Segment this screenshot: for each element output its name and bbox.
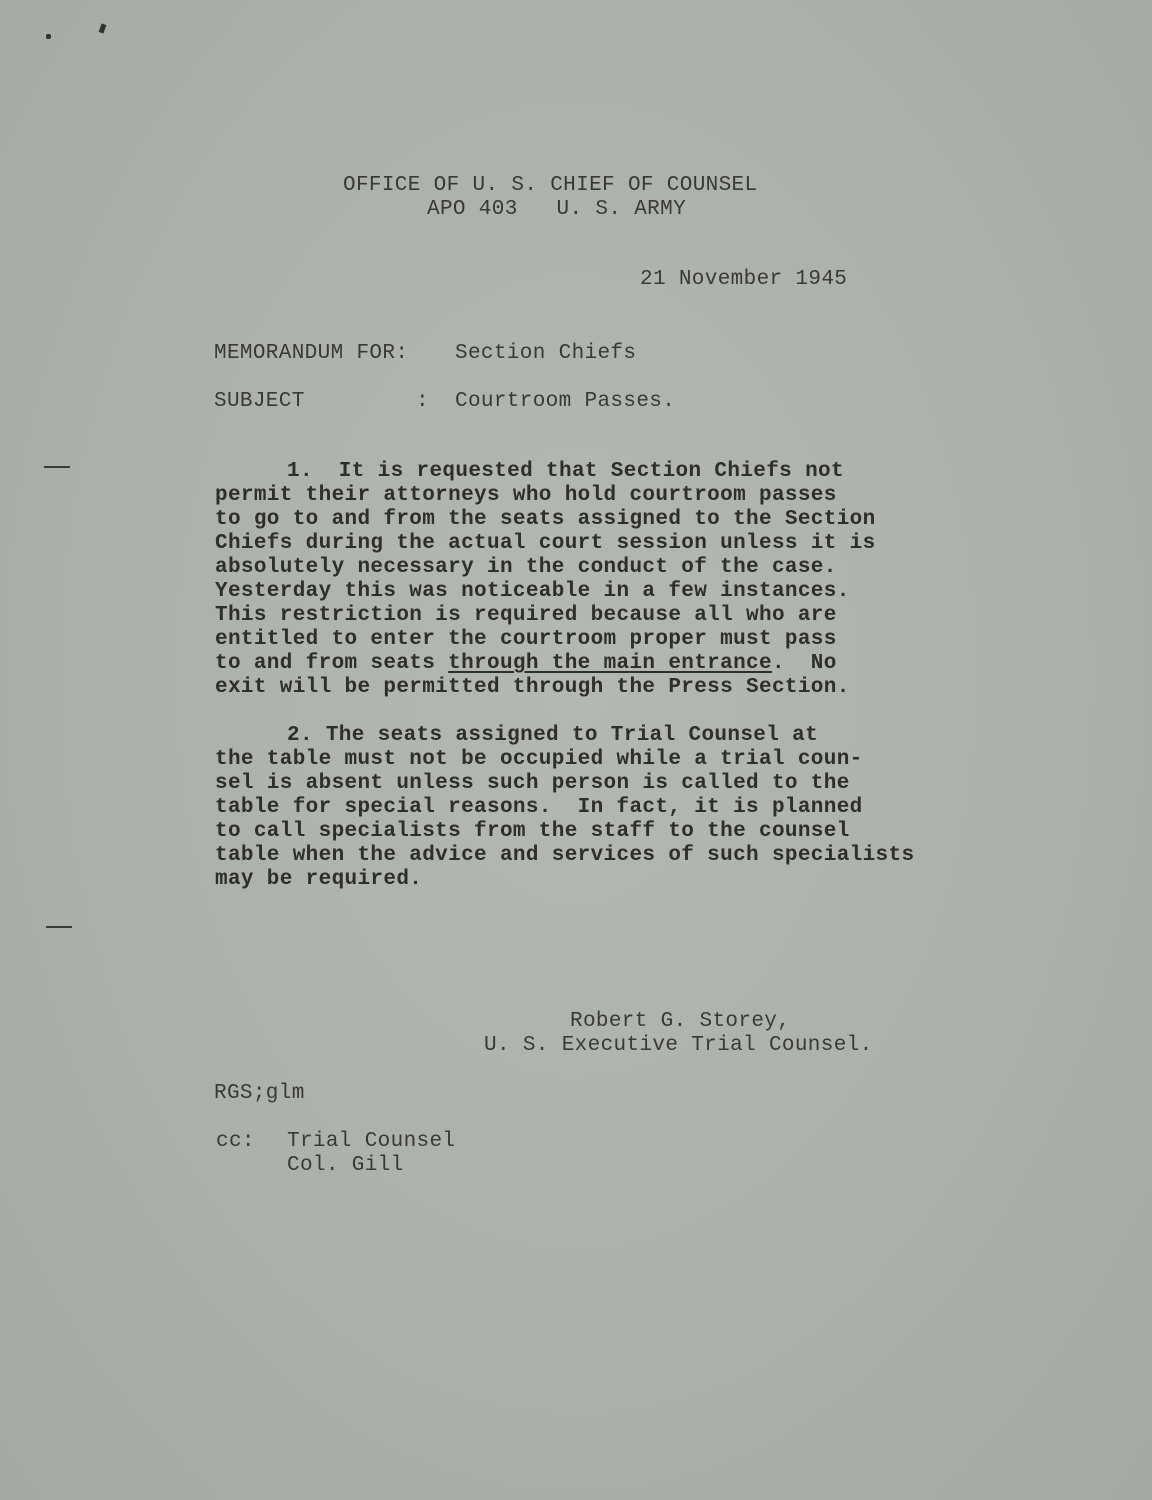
memo-for-label: MEMORANDUM FOR: [214, 342, 409, 365]
cc-recipient: Trial Counsel [287, 1130, 456, 1153]
signature-name: Robert G. Storey, [570, 1010, 791, 1033]
p2-line: 2. The seats assigned to Trial Counsel at [287, 724, 819, 747]
cc-label: cc: [216, 1130, 255, 1153]
p1-line-end: . No [771, 652, 837, 675]
p2-line: may be required. [215, 868, 423, 891]
p1-line: This restriction is required because all who are [215, 604, 837, 627]
typist-initials: RGS;glm [214, 1082, 305, 1105]
p1-line: absolutely necessary in the conduct of the case. [215, 556, 837, 579]
p1-line: 1. It is requested that Section Chiefs not [287, 460, 844, 483]
p2-line: table for special reasons. In fact, it is planned [215, 796, 863, 819]
p1-line: exit will be permitted through the Press Section. [215, 676, 850, 699]
p2-line: to call specialists from the staff to the counsel [215, 820, 850, 843]
p1-line: Chiefs during the actual court session unless it is [215, 532, 876, 555]
punch-mark [99, 23, 107, 33]
margin-tick [44, 466, 70, 468]
signature-title: U. S. Executive Trial Counsel. [484, 1034, 873, 1057]
subject-label: SUBJECT [214, 390, 305, 413]
p2-line: the table must not be occupied while a trial coun- [215, 748, 863, 771]
p2-line: sel is absent unless such person is called to the [215, 772, 850, 795]
p1-line: Yesterday this was noticeable in a few instances. [215, 580, 850, 603]
punch-mark [46, 34, 51, 39]
p2-line: table when the advice and services of such specialists [215, 844, 915, 867]
memo-date: 21 November 1945 [640, 268, 848, 291]
subject-colon: : [416, 390, 429, 413]
p1-line: entitled to enter the courtroom proper must pass [215, 628, 837, 651]
header-line-2: APO 403 U. S. ARMY [427, 198, 687, 221]
p1-line: permit their attorneys who hold courtroom passes [215, 484, 837, 507]
margin-tick [46, 926, 72, 928]
p1-line: to go to and from the seats assigned to the Section [215, 508, 876, 531]
underlined-phrase: through the main entrance [448, 652, 772, 675]
p1-line [215, 652, 837, 676]
p1-line-start: to and from seats [215, 652, 449, 675]
cc-recipient: Col. Gill [287, 1154, 404, 1177]
subject-value: Courtroom Passes. [455, 390, 676, 413]
memo-for-value: Section Chiefs [455, 342, 637, 365]
header-line-1: OFFICE OF U. S. CHIEF OF COUNSEL [343, 174, 758, 197]
